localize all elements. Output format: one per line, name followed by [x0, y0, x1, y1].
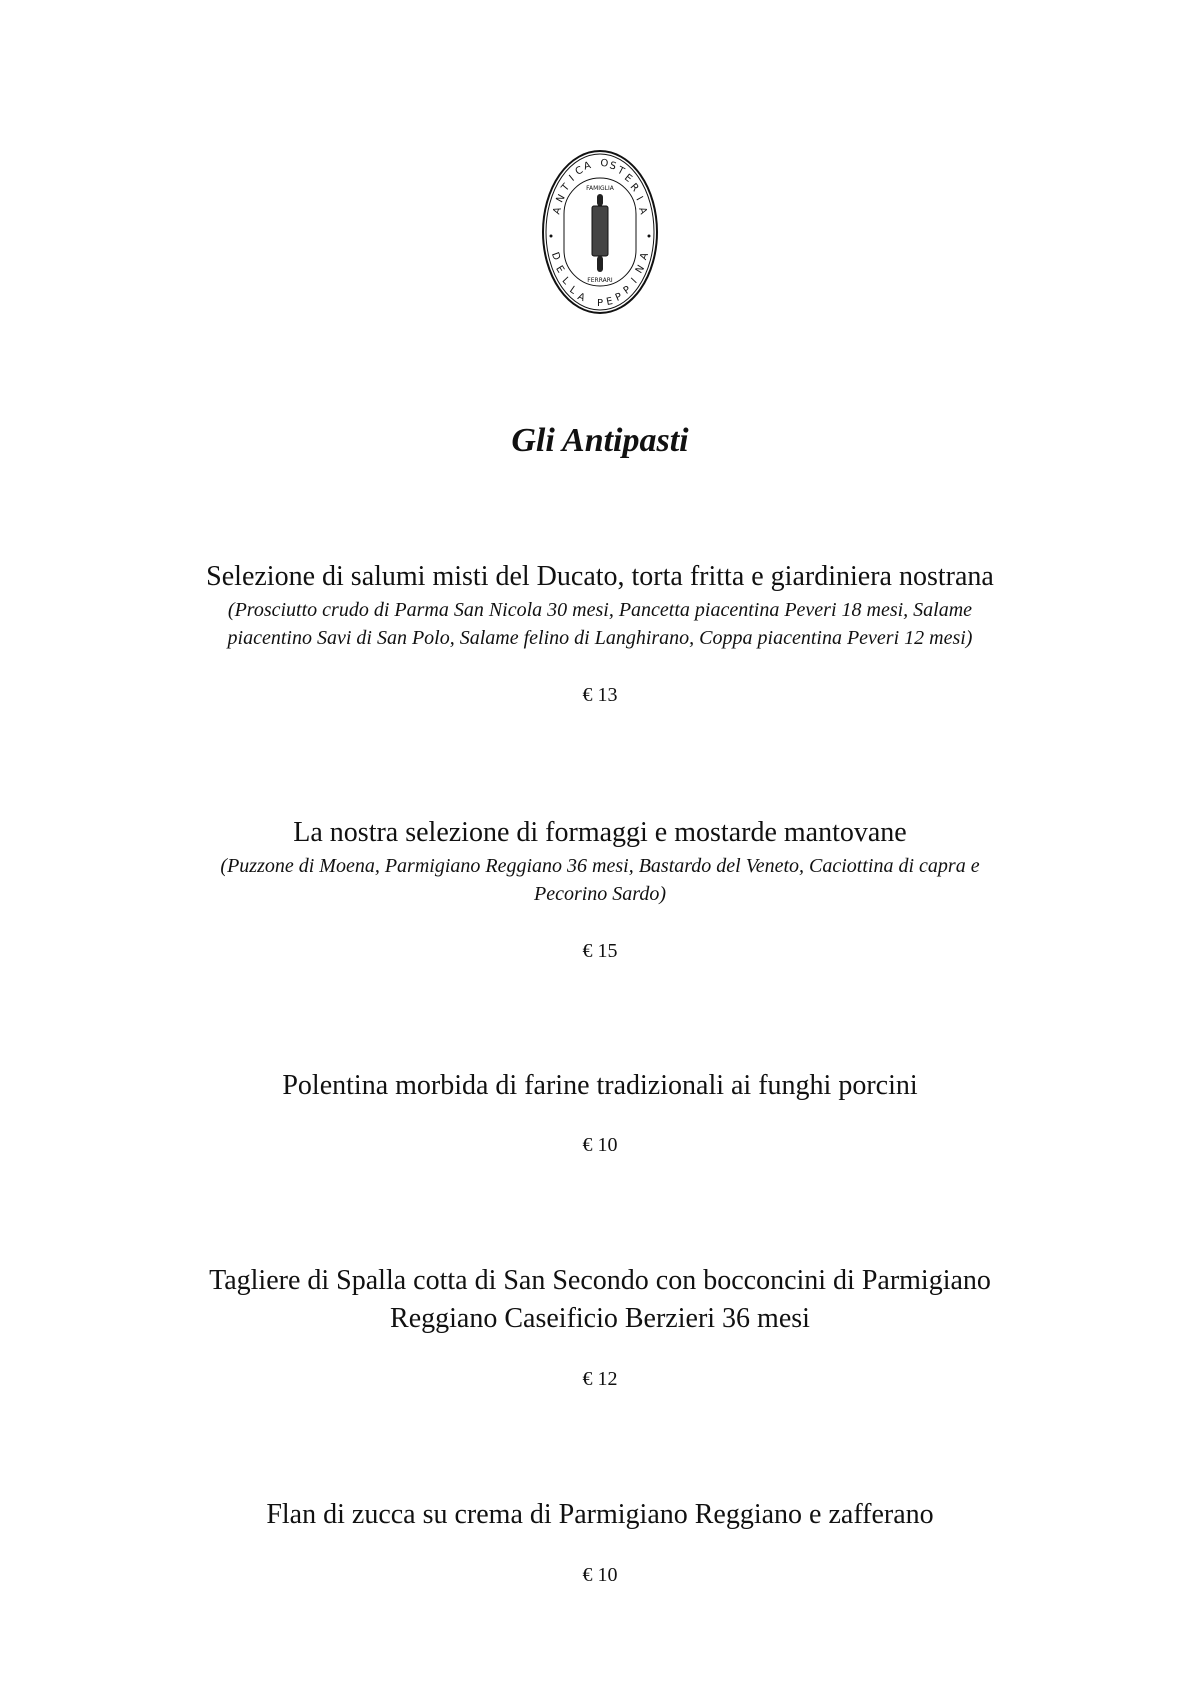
- logo-letter: A: [636, 205, 649, 216]
- logo-letter: D: [548, 250, 562, 262]
- logo-letter: A: [582, 160, 593, 173]
- item-price: € 10: [582, 1134, 618, 1156]
- logo-letter: I: [629, 276, 640, 286]
- item-description: (Puzzone di Moena, Parmigiano Reggiano 36 mesi, Bastardo del Veneto, Caciottina di capra e: [220, 855, 980, 877]
- logo-letter: A: [575, 291, 587, 305]
- menu-item: [80, 1067, 1120, 1156]
- item-description: (Prosciutto crudo di Parma San Nicola 30 mesi, Pancetta piacentina Peveri 18 mesi, Salame: [227, 599, 973, 621]
- logo-inner-bottom: FERRARI: [587, 277, 613, 284]
- item-price: € 15: [582, 940, 618, 962]
- restaurant-logo: [540, 148, 660, 316]
- menu-item: [80, 814, 1120, 962]
- item-name: Polentina morbida di farine tradizionali ai funghi porcini: [282, 1070, 918, 1101]
- section-title: Gli Antipasti: [511, 422, 689, 459]
- logo-letter: T: [559, 181, 573, 194]
- item-description: piacentino Savi di San Polo, Salame felino di Langhirano, Coppa piacentina Peveri 12 mesi): [227, 627, 973, 649]
- logo-letter: E: [553, 263, 566, 276]
- item-name: La nostra selezione di formaggi e mostarde mantovane: [293, 817, 907, 848]
- item-description: Pecorino Sardo): [533, 883, 666, 905]
- logo-letter: O: [599, 157, 609, 170]
- item-price: € 13: [582, 684, 618, 706]
- logo-letter: E: [605, 295, 614, 309]
- item-price: € 10: [582, 1564, 618, 1586]
- logo-letter: T: [615, 165, 626, 178]
- menu-item: [80, 1496, 1120, 1586]
- item-price: € 12: [582, 1368, 618, 1390]
- logo-letter: E: [621, 172, 634, 185]
- logo-letter: C: [573, 164, 585, 178]
- logo-letter: P: [621, 284, 633, 297]
- logo-letter: P: [596, 298, 604, 309]
- menu-item: [80, 558, 1120, 706]
- logo-letter: L: [567, 284, 579, 297]
- logo-letter: I: [567, 173, 577, 184]
- menu-item: [80, 1262, 1120, 1390]
- item-name: Reggiano Caseificio Berzieri 36 mesi: [390, 1303, 810, 1334]
- logo-letter: N: [554, 192, 568, 205]
- logo-letter: I: [633, 194, 645, 203]
- logo-letter: N: [633, 263, 648, 276]
- rolling-pin-icon: [592, 194, 608, 272]
- logo-letter: A: [551, 205, 564, 216]
- logo-letter: R: [627, 181, 641, 195]
- item-name: Tagliere di Spalla cotta di San Secondo con bocconcini di Parmigiano: [209, 1265, 991, 1296]
- logo-letter: A: [638, 251, 651, 262]
- logo-letter: L: [559, 275, 572, 287]
- logo-inner-top: FAMIGLIA: [586, 185, 614, 192]
- item-name: Flan di zucca su crema di Parmigiano Reggiano e zafferano: [266, 1499, 934, 1530]
- item-name: Selezione di salumi misti del Ducato, torta fritta e giardiniera nostrana: [206, 561, 994, 592]
- logo-letter: S: [608, 160, 618, 173]
- logo-letter: P: [613, 291, 624, 304]
